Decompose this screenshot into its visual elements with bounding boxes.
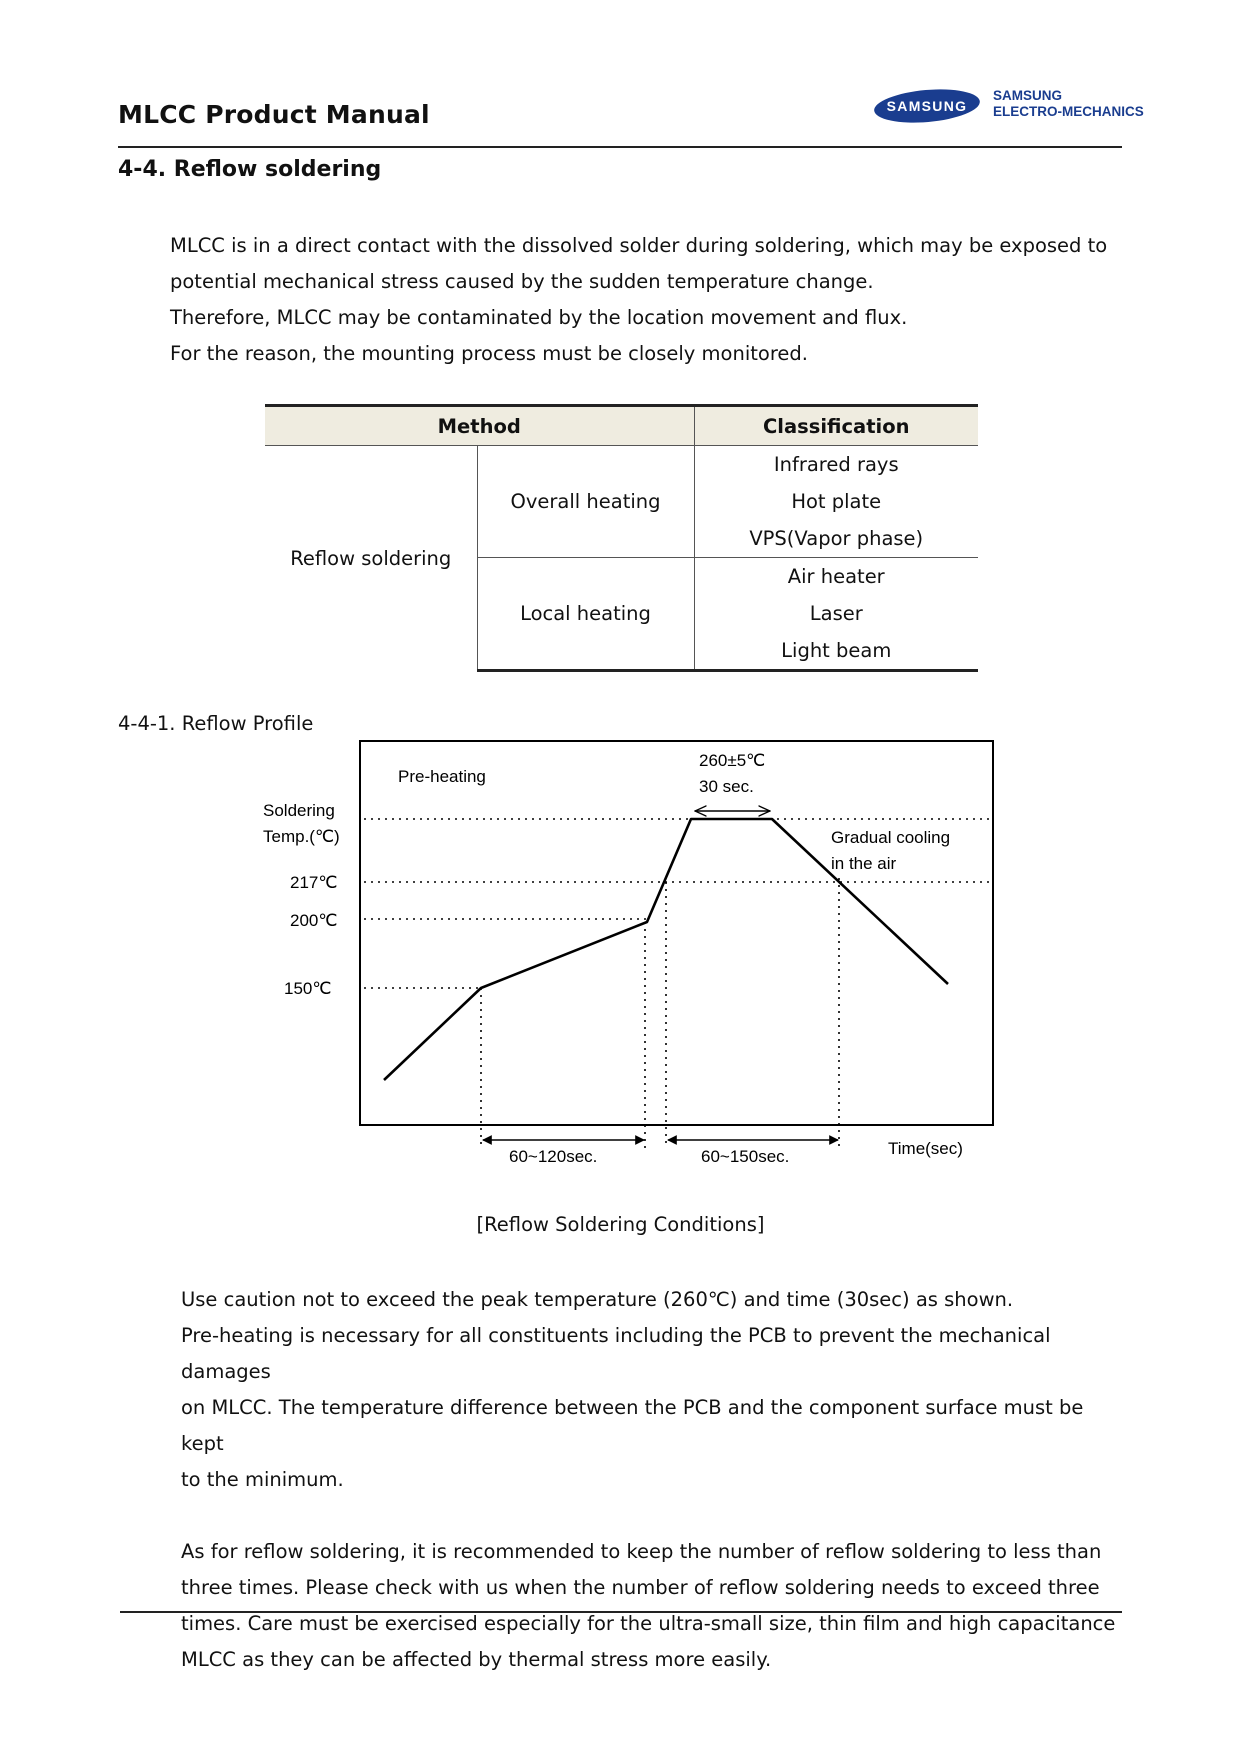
body-line: times. Care must be exercised especially for the ultra-small size, thin film and high capacitance — [181, 1612, 1116, 1635]
classification-item: Air heater — [787, 565, 885, 588]
y-tick-150: 150℃ — [284, 979, 332, 998]
plot-frame — [360, 741, 993, 1125]
classification-item: VPS(Vapor phase) — [749, 527, 924, 550]
intro-line: potential mechanical stress caused by the sudden temperature change. — [170, 270, 874, 293]
brand-line-2: ELECTRO-MECHANICS — [993, 103, 1144, 119]
y-tick-217: 217℃ — [290, 873, 338, 892]
method-cell: Reflow soldering — [290, 546, 452, 570]
body-line: Pre-heating is necessary for all constituents including the PCB to prevent the mechanical damages — [181, 1324, 1051, 1383]
footer-divider — [120, 1611, 1122, 1613]
group-cell-overall: Overall heating — [477, 446, 694, 558]
interval-label-2: 60~150sec. — [701, 1147, 790, 1166]
x-axis-label: Time(sec) — [888, 1139, 963, 1158]
classification-item: Light beam — [781, 639, 892, 662]
logo-wordmark: SAMSUNG — [886, 98, 968, 114]
body-line: MLCC as they can be affected by thermal stress more easily. — [181, 1648, 772, 1671]
profile-heading: 4-4-1. Reflow Profile — [118, 712, 314, 735]
section-heading: 4-4. Reflow soldering — [118, 157, 382, 182]
body-line: three times. Please check with us when the number of reflow soldering needs to exceed three — [181, 1576, 1100, 1599]
samsung-logo — [871, 86, 983, 130]
classification-cell-overall — [694, 446, 978, 558]
classification-item: Infrared rays — [773, 453, 899, 476]
pre-heating-label: Pre-heating — [398, 767, 486, 786]
body-line: As for reflow soldering, it is recommended to keep the number of reflow soldering to less than — [181, 1540, 1102, 1563]
figure-caption: [Reflow Soldering Conditions] — [476, 1213, 765, 1236]
peak-time-label: 30 sec. — [699, 777, 754, 796]
intro-line: MLCC is in a direct contact with the dissolved solder during soldering, which may be exposed to — [170, 234, 1108, 257]
table-header-row — [265, 406, 978, 446]
group-cell-local: Local heating — [477, 558, 694, 671]
brand-name — [993, 88, 1144, 119]
manual-title: MLCC Product Manual — [118, 100, 430, 129]
classification-cell-local — [694, 558, 978, 671]
body-line: on MLCC. The temperature difference between the PCB and the component surface must be kept — [181, 1396, 1084, 1455]
reflow-profile-diagram — [258, 738, 998, 1182]
peak-temp-label: 260±5℃ — [699, 751, 766, 770]
paragraph-gap — [181, 1498, 1121, 1534]
time-guides — [481, 878, 839, 1148]
header-classification: Classification — [694, 406, 978, 446]
body-line: to the minimum. — [181, 1468, 344, 1491]
brand-line-1: SAMSUNG — [993, 88, 1063, 103]
cooling-label-line1: Gradual cooling — [831, 828, 951, 847]
cooling-label-line2: in the air — [831, 854, 897, 873]
interval-label-1: 60~120sec. — [509, 1147, 598, 1166]
y-axis-label-line1: Soldering — [263, 801, 335, 820]
body-text — [181, 1282, 1121, 1678]
header-divider — [118, 146, 1122, 148]
classification-item: Laser — [809, 602, 863, 625]
y-tick-200: 200℃ — [290, 911, 338, 930]
intro-line: For the reason, the mounting process must be closely monitored. — [170, 342, 808, 365]
body-line: Use caution not to exceed the peak temperature (260℃) and time (30sec) as shown. — [181, 1288, 1014, 1311]
method-table — [265, 404, 978, 672]
header-method: Method — [265, 406, 694, 446]
classification-item: Hot plate — [791, 490, 882, 513]
y-axis-label-line2: Temp.(℃) — [263, 827, 340, 846]
intro-paragraph — [170, 228, 1110, 372]
intro-line: Therefore, MLCC may be contaminated by the location movement and flux. — [170, 306, 908, 329]
table-row — [265, 446, 978, 558]
